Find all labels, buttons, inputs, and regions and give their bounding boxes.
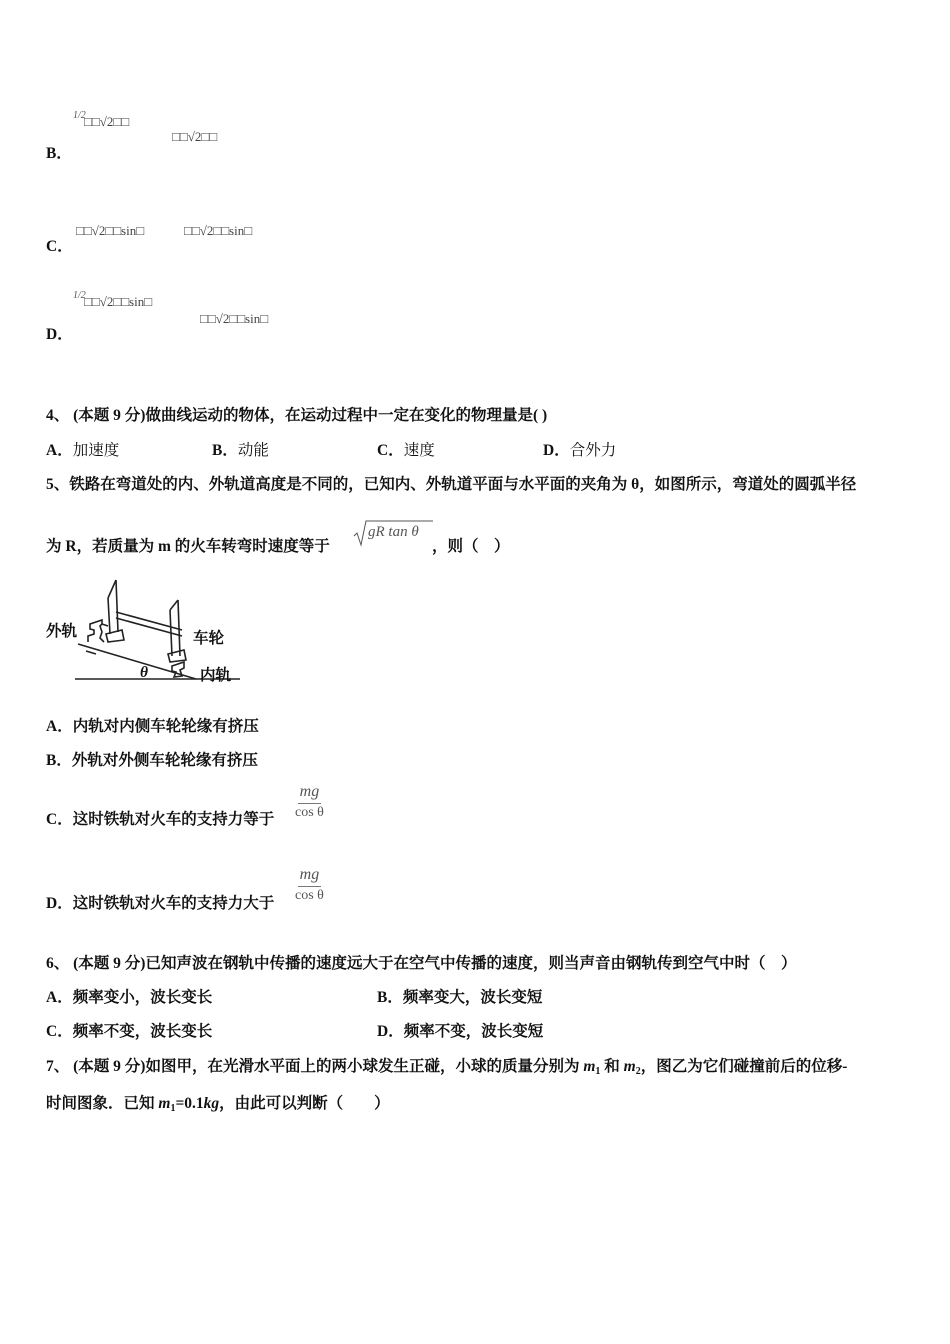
q5-question-line2-post: ，则（ ） [432, 538, 510, 555]
q3-b-label: B． [46, 145, 72, 162]
q4-option-a[interactable]: A．加速度 [46, 442, 120, 459]
q5-option-c[interactable]: C．这时铁轨对火车的支持力等于 [46, 811, 275, 828]
label-angle-theta: θ [140, 664, 149, 681]
q4-option-b[interactable]: B．动能 [212, 442, 269, 459]
q3-b-expr-left: □□√2□□ [84, 114, 130, 129]
q3-d-label: D． [46, 326, 73, 343]
q6-option-b[interactable]: B．频率变大，波长变短 [377, 989, 543, 1006]
hatch-1 [86, 651, 96, 654]
fraction-denominator: cos θ [295, 805, 324, 820]
fraction-numerator: mg [298, 783, 322, 804]
q5-formula-text: gR tan θ [368, 524, 419, 540]
label-wheel: 车轮 [193, 630, 225, 647]
q6-option-d[interactable]: D．频率不变，波长变短 [377, 1023, 544, 1040]
q3-b-expr-right: □□√2□□ [172, 129, 218, 144]
left-post-2 [116, 580, 118, 632]
q3-d-expr-left: □□√2□□sin□ [84, 294, 153, 309]
fraction-denominator: cos θ [295, 888, 324, 903]
left-post-top [108, 580, 116, 598]
right-post-1 [170, 610, 172, 656]
q5-option-a[interactable]: A．内轨对内侧车轮轮缘有挤压 [46, 718, 259, 735]
q3-c-expr-right: □□√2□□sin□ [184, 223, 253, 238]
label-outer-rail: 外轨 [46, 623, 78, 640]
q6-question: 6、 (本题 9 分)已知声波在钢轨中传播的速度远大于在空气中传播的速度，则当声音由钢轨传到空气中时（ ） [46, 955, 797, 972]
outer-rail-stem [102, 624, 108, 626]
q5-option-d-fraction [295, 866, 324, 904]
q7-question-line2: 时间图象．已知 $m_1=0.1kg$，由此可以判断（ ） [46, 1095, 390, 1114]
inner-wheel [168, 650, 186, 662]
q5-question-line2-pre: 为 R，若质量为 m 的火车转弯时速度等于 [46, 538, 330, 555]
right-post-top [170, 600, 178, 610]
q7-question-line1: 7、 (本题 9 分)如图甲，在光滑水平面上的两小球发生正碰，小球的质量分别为 $m_1$ 和 $m_2$，图乙为它们碰撞前后的位移- [46, 1058, 848, 1077]
q4-question: 4、 (本题 9 分)做曲线运动的物体，在运动过程中一定在变化的物理量是( ) [46, 407, 548, 424]
right-post-2 [178, 600, 180, 656]
q6-option-c[interactable]: C．频率不变，波长变长 [46, 1023, 213, 1040]
fraction-numerator: mg [298, 866, 322, 887]
q3-b-frac: 1/2 [73, 110, 86, 121]
q3-d-frac: 1/2 [73, 290, 86, 301]
q3-d-expr-right: □□√2□□sin□ [200, 311, 269, 326]
q4-option-d[interactable]: D．合外力 [543, 442, 617, 459]
q6-option-a[interactable]: A．频率变小，波长变长 [46, 989, 213, 1006]
q4-option-c[interactable]: C．速度 [377, 442, 435, 459]
outer-rail [88, 620, 104, 642]
q5-option-c-fraction [295, 783, 324, 821]
label-inner-rail: 内轨 [200, 667, 232, 684]
q3-c-expr-left: □□√2□□sin□ [76, 223, 145, 238]
left-post-1 [108, 598, 110, 634]
inner-rail [172, 662, 184, 677]
outer-wheel [106, 630, 124, 642]
q3-c-label: C． [46, 238, 73, 255]
q5-option-d[interactable]: D．这时铁轨对火车的支持力大于 [46, 895, 275, 912]
q5-question-line1: 5、铁路在弯道处的内、外轨道高度是不同的，已知内、外轨道平面与水平面的夹角为 θ，如图所示，弯道处的圆弧半径 [46, 476, 857, 493]
q5-option-b[interactable]: B．外轨对外侧车轮轮缘有挤压 [46, 752, 258, 769]
